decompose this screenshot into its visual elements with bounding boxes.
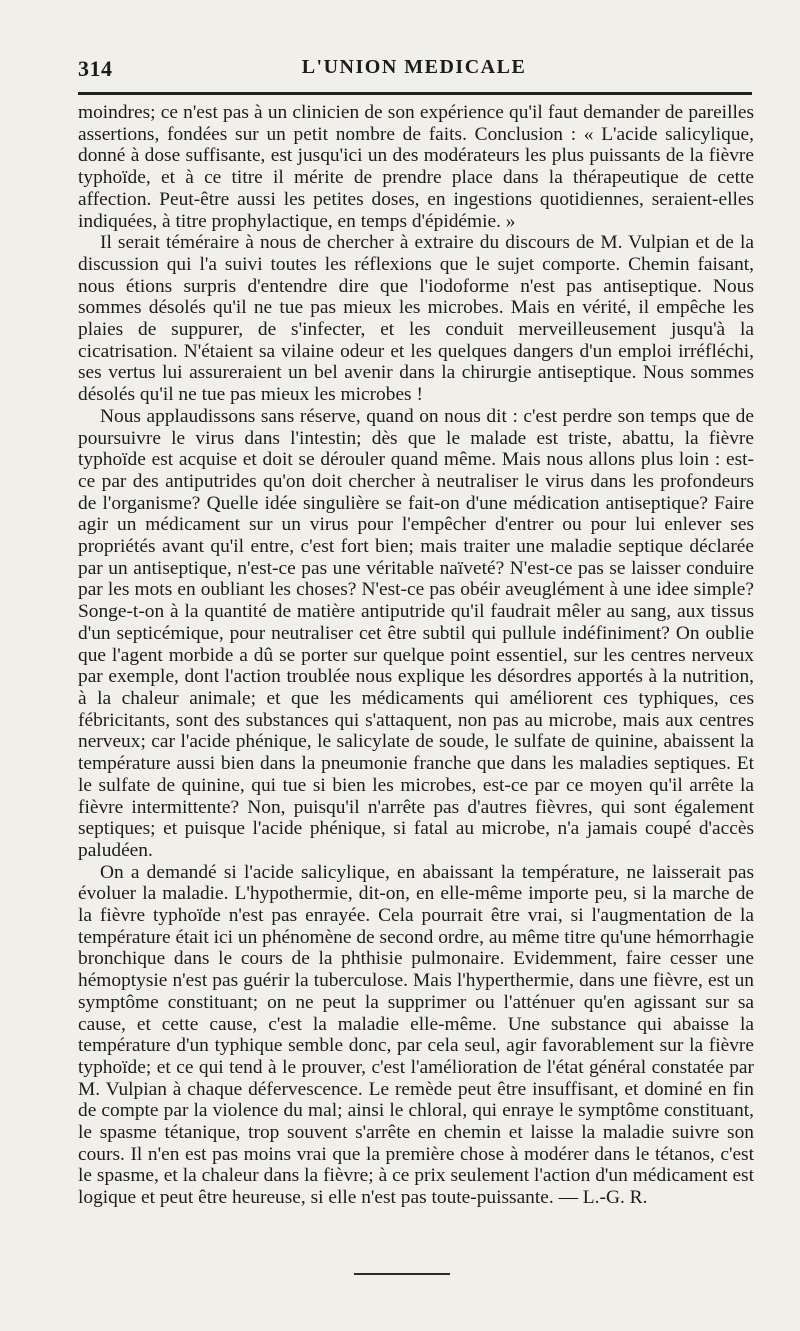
paragraph-1: moindres; ce n'est pas à un clinicien de son expérience qu'il faut demander de pareilles assertions, fondées sur un petit nombre de faits. Conclusion : « L'acide salicylique, donné à dose suffisante, est jusqu'ici un des modérateurs les plus puissants de la fièvre typhoïde, et à ce titre il mérite de prendre place dans la thérapeutique de cette affection. Peut-être aussi les petites doses, en ingestions quotidiennes, seraient-elles indiquées, à titre prophylactique, en temps d'épidémie. » (78, 102, 754, 232)
header-rule (78, 92, 752, 95)
page-header (78, 56, 750, 86)
closing-rule (354, 1273, 450, 1275)
page-number: 314 (78, 56, 113, 81)
article-body (78, 102, 754, 1209)
journal-title: L'UNION MEDICALE (301, 56, 527, 78)
paragraph-2: Il serait téméraire à nous de chercher à extraire du discours de M. Vulpian et de la discussion qui l'a suivi toutes les réflexions que le sujet comporte. Chemin faisant, nous étions surpris d'entendre dire que l'iodoforme n'est pas antiseptique. Nous sommes désolés qu'il ne tue pas mieux les microbes. Mais en vérité, il empêche les plaies de suppurer, de s'infecter, et les conduit merveilleusement jusqu'à la cicatrisation. N'étaient sa vilaine odeur et les quelques dangers d'un emploi irréfléchi, ses vertus lui assureraient un bel avenir dans la chirurgie antiseptique. Nous sommes désolés qu'il ne tue pas mieux les microbes ! (78, 232, 754, 406)
paragraph-3: Nous applaudissons sans réserve, quand on nous dit : c'est perdre son temps que de poursuivre le virus dans l'intestin; dès que le malade est triste, abattu, la fièvre typhoïde est acquise et doit se dérouler quand même. Mais nous allons plus loin : est-ce par des antiputrides qu'on doit chercher à neutraliser le virus dans les profondeurs de l'organisme? Quelle idée singulière se fait-on d'une médication antiseptique? Faire agir un médicament sur un virus pour l'empêcher d'entrer ou pour lui enlever ses propriétés avant qu'il entre, c'est fort bien; mais traiter une maladie septique déclarée par un antiseptique, n'est-ce pas une véritable naïveté? N'est-ce pas se laisser conduire par les mots en oubliant les choses? N'est-ce pas obéir aveuglément à une idee simple? Songe-t-on à la quantité de matière antiputride qu'il faudrait mêler au sang, aux tissus d'un septicémique, pour neutraliser cet être subtil qui pullule indéfiniment? On oublie que l'agent morbide a dû se porter sur quelque point essentiel, sur les centres nerveux par exemple, dont l'action troublée nous explique les désordres apportés à la nutrition, à la chaleur animale; et que les médicaments qui améliorent ces typhiques, ces fébricitants, sont des substances qui s'attaquent, non pas au microbe, mais aux centres nerveux; car l'acide phénique, le salicylate de soude, le sulfate de quinine, abaissent la température aussi bien dans la pneumonie franche que dans les maladies septiques. Et le sulfate de quinine, qui tue si bien les microbes, est-ce par ce moyen qu'il arrête la fièvre intermittente? Non, puisqu'il n'arrête pas d'autres fièvres, qui sont également septiques; et puisque l'acide phénique, si fatal au microbe, n'a jamais coupé d'accès paludéen. (78, 405, 754, 861)
paragraph-4: On a demandé si l'acide salicylique, en abaissant la température, ne laisserait pas évoluer la maladie. L'hypothermie, dit-on, en elle-même importe peu, si la marche de la fièvre typhoïde n'est pas enrayée. Cela pourrait être vrai, si l'augmentation de la température était ici un phénomène de second ordre, au même titre qu'une hémorrhagie bronchique dans le cours de la phthisie pulmonaire. Evidemment, faire cesser une hémoptysie n'est pas guérir la tuberculose. Mais l'hyperthermie, dans une fièvre, est un symptôme constituant; on ne peut la supprimer ou l'atténuer qu'en agissant sur sa cause, et cette cause, c'est la maladie elle-même. Une substance qui abaisse la température d'un typhique semble donc, par cela seul, agir favorablement sur la fièvre typhoïde; et ce qui tend à le prouver, c'est l'amélioration de l'état général constatée par M. Vulpian à chaque défervescence. Le remède peut être insuffisant, et dominé en fin de compte par la violence du mal; ainsi le chloral, qui enraye le symptôme constituant, le spasme tétanique, trop souvent s'arrête en chemin et laisse la maladie suivre son cours. Il n'en est pas moins vrai que la première chose à modérer dans le tétanos, c'est le spasme, et la chaleur dans la fièvre; à ce prix seulement l'action d'un médicament est logique et peut être heureuse, si elle n'est pas toute-puissante. — L.-G. R. (78, 861, 754, 1209)
